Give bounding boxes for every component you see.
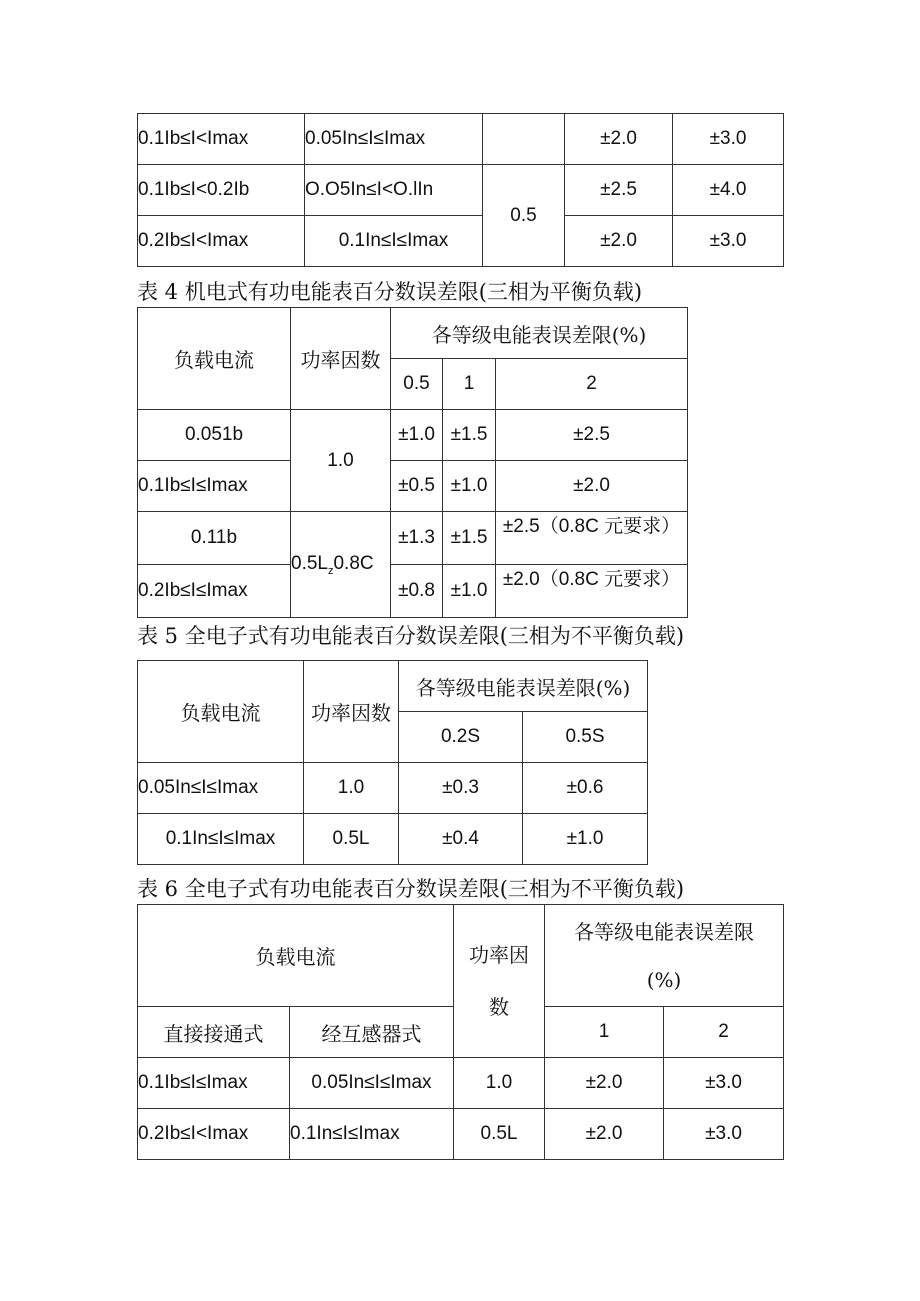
error-value-cell: ±4.0 — [673, 165, 784, 216]
table-row — [138, 114, 784, 165]
direct-current-cell: 0.1Ib≤I≤Imax — [138, 1058, 290, 1109]
error-value-cell: ±3.0 — [673, 216, 784, 267]
power-factor-cell: 0.5L — [454, 1109, 545, 1160]
load-current-header: 负载电流 — [138, 661, 304, 763]
table-row — [138, 763, 648, 814]
error-value-cell: ±1.0 — [523, 814, 648, 865]
load-current-cell: O.O5In≤I<O.lIn — [305, 165, 483, 216]
load-current-header: 负载电流 — [138, 308, 291, 410]
load-current-cell: 0.1In≤I≤Imax — [305, 216, 483, 267]
power-factor-cell: 1.0 — [454, 1058, 545, 1109]
error-value-cell: ±2.0 — [496, 461, 688, 512]
error-limit-header: 各等级电能表误差限(%) — [399, 661, 648, 712]
error-value-cell: ±0.4 — [399, 814, 523, 865]
error-value-cell: ±1.0 — [391, 410, 443, 461]
power-factor-header: 功率因数 — [291, 308, 391, 410]
table-row — [138, 1109, 784, 1160]
error-value-cell: ±1.3 — [391, 512, 443, 565]
table-5-caption: 表 5 全电子式有功电能表百分数误差限(三相为不平衡负载) — [137, 624, 685, 648]
table-row — [138, 1058, 784, 1109]
error-limit-unit: (%) — [646, 967, 682, 992]
direct-current-cell: 0.2Ib≤I<Imax — [138, 1109, 290, 1160]
error-limit-header-text: 各等级电能表误差限 — [574, 919, 754, 944]
class-header: 2 — [496, 359, 688, 410]
power-factor-subscript: z — [327, 564, 334, 577]
table-row — [138, 216, 784, 267]
transformer-current-cell: 0.1In≤I≤Imax — [290, 1109, 454, 1160]
error-value-cell: ±3.0 — [664, 1058, 784, 1109]
transformer-connection-header: 经互感器式 — [290, 1007, 454, 1058]
load-current-cell: 0.1Ib≤I<Imax — [138, 114, 305, 165]
power-factor-header: 功率因数 — [304, 661, 399, 763]
error-value-text: ±2.5（0.8C 元要求） — [502, 516, 681, 537]
error-limit-table-6 — [137, 904, 784, 1160]
error-value-cell — [496, 565, 688, 618]
error-value-text: ±2.0（0.8C 元要求） — [502, 569, 681, 590]
power-factor-cell — [291, 512, 391, 618]
table-6-caption: 表 6 全电子式有功电能表百分数误差限(三相为不平衡负载) — [137, 877, 685, 901]
power-factor-text-tail: 0.8C — [333, 552, 374, 574]
table-row — [138, 461, 688, 512]
power-factor-header — [454, 905, 545, 1058]
table-row — [138, 410, 688, 461]
table-header-row — [138, 905, 784, 956]
error-value-cell: ±2.5 — [565, 165, 673, 216]
error-value-cell: ±2.0 — [565, 216, 673, 267]
error-value-cell: ±1.0 — [443, 565, 496, 618]
error-value-cell: ±0.5 — [391, 461, 443, 512]
table-header-row — [138, 308, 688, 359]
error-value-cell: ±0.3 — [399, 763, 523, 814]
power-factor-cell — [483, 114, 565, 165]
error-limit-header — [545, 905, 784, 1007]
class-header: 0.2S — [399, 712, 523, 763]
direct-connection-header: 直接接通式 — [138, 1007, 290, 1058]
load-current-cell: 0.1Ib≤I<0.2Ib — [138, 165, 305, 216]
error-value-cell: ±0.6 — [523, 763, 648, 814]
table-row — [138, 165, 784, 216]
power-factor-cell: 0.5L — [304, 814, 399, 865]
table-4-caption: 表 4 机电式有功电能表百分数误差限(三相为平衡负载) — [137, 280, 643, 304]
error-value-cell: ±0.8 — [391, 565, 443, 618]
power-factor-text: 0.5L — [291, 552, 328, 574]
error-value-cell: ±2.0 — [565, 114, 673, 165]
table-header-row — [138, 661, 648, 712]
power-factor-cell: 1.0 — [304, 763, 399, 814]
load-current-cell: 0.11b — [138, 512, 291, 565]
transformer-current-cell: 0.05In≤I≤Imax — [290, 1058, 454, 1109]
class-header: 0.5S — [523, 712, 648, 763]
power-factor-header-line2: 数 — [489, 995, 509, 1019]
load-current-cell: 0.05In≤I≤Imax — [138, 763, 304, 814]
load-current-cell: 0.05In≤I≤Imax — [305, 114, 483, 165]
error-value-cell: ±2.0 — [545, 1058, 664, 1109]
error-value-cell: ±1.5 — [443, 410, 496, 461]
table-row — [138, 565, 688, 618]
error-limit-header: 各等级电能表误差限(%) — [391, 308, 688, 359]
power-factor-cell: 0.5 — [483, 165, 565, 267]
class-header: 2 — [664, 1007, 784, 1058]
load-current-header: 负载电流 — [138, 905, 454, 1007]
table-row — [138, 814, 648, 865]
error-value-cell: ±2.0 — [545, 1109, 664, 1160]
power-factor-cell: 1.0 — [291, 410, 391, 512]
power-factor-header-line1: 功率因 — [469, 943, 529, 967]
error-value-cell: ±3.0 — [673, 114, 784, 165]
error-limit-table-3-fragment — [137, 113, 784, 267]
load-current-cell: 0.1Ib≤I≤Imax — [138, 461, 291, 512]
table-row — [138, 512, 688, 565]
error-value-cell: ±3.0 — [664, 1109, 784, 1160]
error-value-cell: ±2.5 — [496, 410, 688, 461]
class-header: 0.5 — [391, 359, 443, 410]
error-value-cell: ±1.5 — [443, 512, 496, 565]
error-limit-table-4 — [137, 307, 688, 618]
load-current-cell: 0.2Ib≤I<Imax — [138, 216, 305, 267]
class-header: 1 — [443, 359, 496, 410]
load-current-cell: 0.2Ib≤I≤Imax — [138, 565, 291, 618]
load-current-cell: 0.1In≤I≤Imax — [138, 814, 304, 865]
error-value-cell — [496, 512, 688, 565]
class-header: 1 — [545, 1007, 664, 1058]
error-limit-table-5 — [137, 660, 648, 865]
error-value-cell: ±1.0 — [443, 461, 496, 512]
load-current-cell: 0.051b — [138, 410, 291, 461]
